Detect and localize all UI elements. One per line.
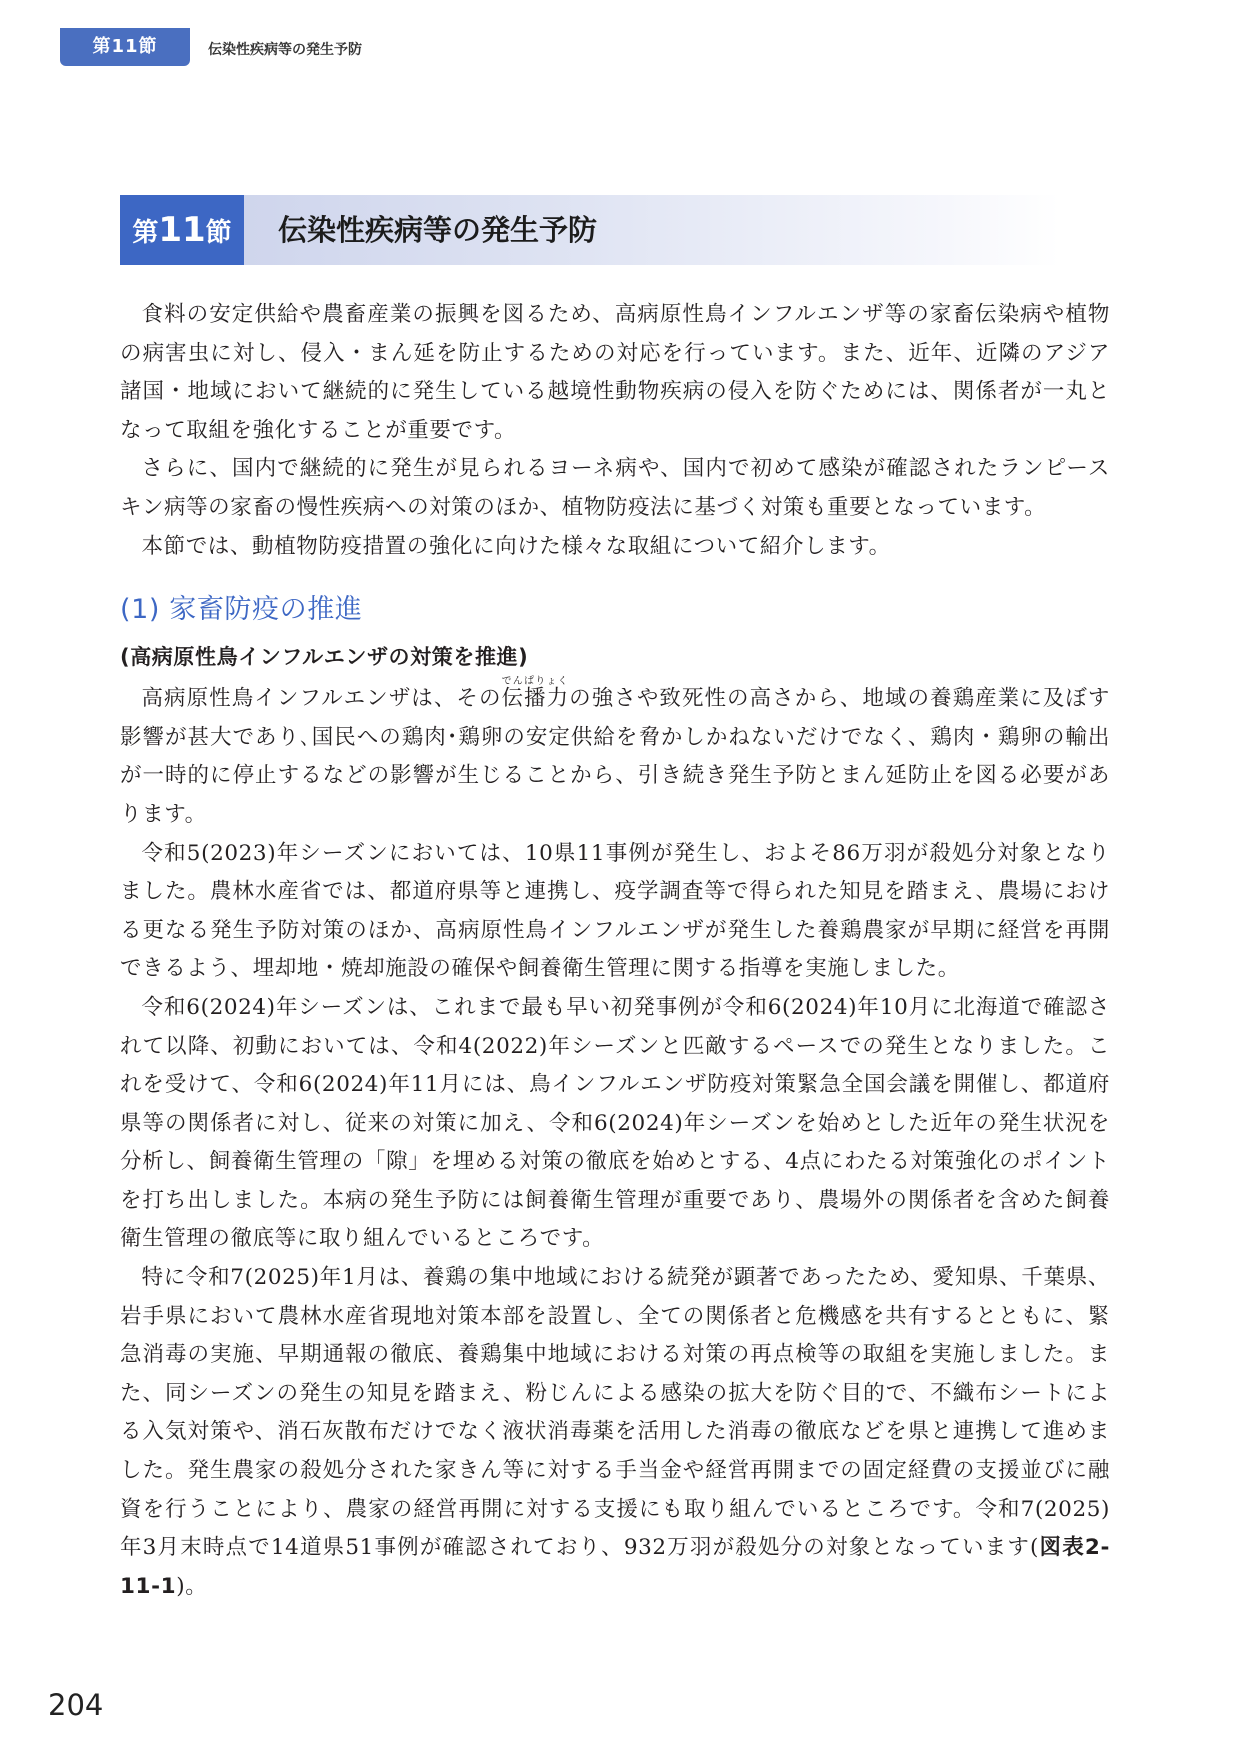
page-number: 204	[48, 1688, 104, 1722]
body-paragraph-1	[120, 676, 1110, 834]
section-number-badge	[120, 195, 244, 265]
ruby-base: 伝播力	[501, 686, 570, 712]
ruby-reading: でんぱりょく	[501, 676, 569, 688]
section-title: 伝染性疾病等の発生予防	[278, 213, 598, 247]
section-number: 11	[158, 210, 206, 250]
running-head-section-tab: 第11節	[60, 28, 190, 66]
body-paragraph-1-end: の強さや致死性の高さから、地域の養鶏産業に及ぼす影響が甚大であり､国民への鶏肉･鶏卵の安定供給を脅かしかねないだけでなく、鶏肉・鶏卵の輸出が一時的に停止するなどの影響が生じることから、引き続き発生予防とまん延防止を図る必要があります。	[120, 686, 1110, 827]
body-paragraph-2: 令和5(2023)年シーズンにおいては、10県11事例が発生し、およそ86万羽が殺処分対象となりました。農林水産省では、都道府県等と連携し、疫学調査等で得られた知見を踏まえ、農場における更なる発生予防対策のほか、高病原性鳥インフルエンザが発生した養鶏農家が早期に経営を再開できるよう、埋却地・焼却施設の確保や飼養衛生管理に関する指導を実施しました。	[120, 840, 1110, 982]
body-text	[120, 296, 1110, 1606]
section-number-prefix: 第	[132, 218, 159, 248]
subsection-heading: (1) 家畜防疫の推進	[120, 594, 363, 626]
body-paragraph-3: 令和6(2024)年シーズンは、これまで最も早い初発事例が令和6(2024)年10月に北海道で確認されて以降、初動においては、令和4(2022)年シーズンと匹敵するペースでの発生となりました。これを受けて、令和6(2024)年11月には、鳥インフルエンザ防疫対策緊急全国会議を開催し、都道府県等の関係者に対し、従来の対策に加え、令和6(2024)年シーズンを始めとした近年の発生状況を分析し、飼養衛生管理の「隙」を埋める対策の徹底を始めとする、4点にわたる対策強化のポイントを打ち出しました。本病の発生予防には飼養衛生管理が重要であり、農場外の関係者を含めた飼養衛生管理の徹底等に取り組んでいるところです。	[120, 994, 1110, 1252]
running-head	[60, 28, 500, 66]
running-head-title: 伝染性疾病等の発生予防	[208, 42, 362, 58]
body-paragraph-4-text: 特に令和7(2025)年1月は、養鶏の集中地域における続発が顕著であったため、愛知県、千葉県、岩手県において農林水産省現地対策本部を設置し、全ての関係者と危機感を共有するとともに、緊急消毒の実施、早期通報の徹底、養鶏集中地域における対策の再点検等の取組を実施しました。また、同シーズンの発生の知見を踏まえ、粉じんによる感染の拡大を防ぐ目的で、不織布シートによる入気対策や、消石灰散布だけでなく液状消毒薬を活用した消毒の徹底などを県と連携して進めました。発生農家の殺処分された家きん等に対する手当金や経営再開までの固定経費の支援並びに融資を行うことにより、農家の経営再開に対する支援にも取り組んでいるところです。令和7(2025)年3月末時点で14道県51事例が確認されており、932万羽が殺処分の対象となっています(	[120, 1265, 1110, 1561]
intro-paragraph-2: さらに、国内で継続的に発生が見られるヨーネ病や、国内で初めて感染が確認されたランピースキン病等の家畜の慢性疾病への対策のほか、植物防疫法に基づく対策も重要となっています。	[120, 456, 1110, 520]
body-paragraph-4	[120, 1259, 1110, 1606]
subsection-subheading: (高病原性鳥インフルエンザの対策を推進)	[120, 645, 529, 670]
body-paragraph-1-start: 高病原性鳥インフルエンザは、その	[141, 686, 502, 712]
section-heading-banner	[120, 195, 1060, 265]
intro-paragraph-1: 食料の安定供給や農畜産業の振興を図るため、高病原性鳥インフルエンザ等の家畜伝染病や植物の病害虫に対し、侵入・まん延を防止するための対応を行っています。また、近年、近隣のアジア諸国・地域において継続的に発生している越境性動物疾病の侵入を防ぐためには、関係者が一丸となって取組を強化することが重要です。	[120, 302, 1110, 443]
figure-reference: 図表2-11-1	[120, 1535, 1110, 1599]
body-paragraph-4-end: )。	[176, 1573, 208, 1599]
section-number-suffix: 節	[205, 218, 232, 248]
intro-paragraph-3: 本節では、動植物防疫措置の強化に向けた様々な取組について紹介します。	[141, 533, 891, 559]
ruby-term	[501, 676, 570, 712]
